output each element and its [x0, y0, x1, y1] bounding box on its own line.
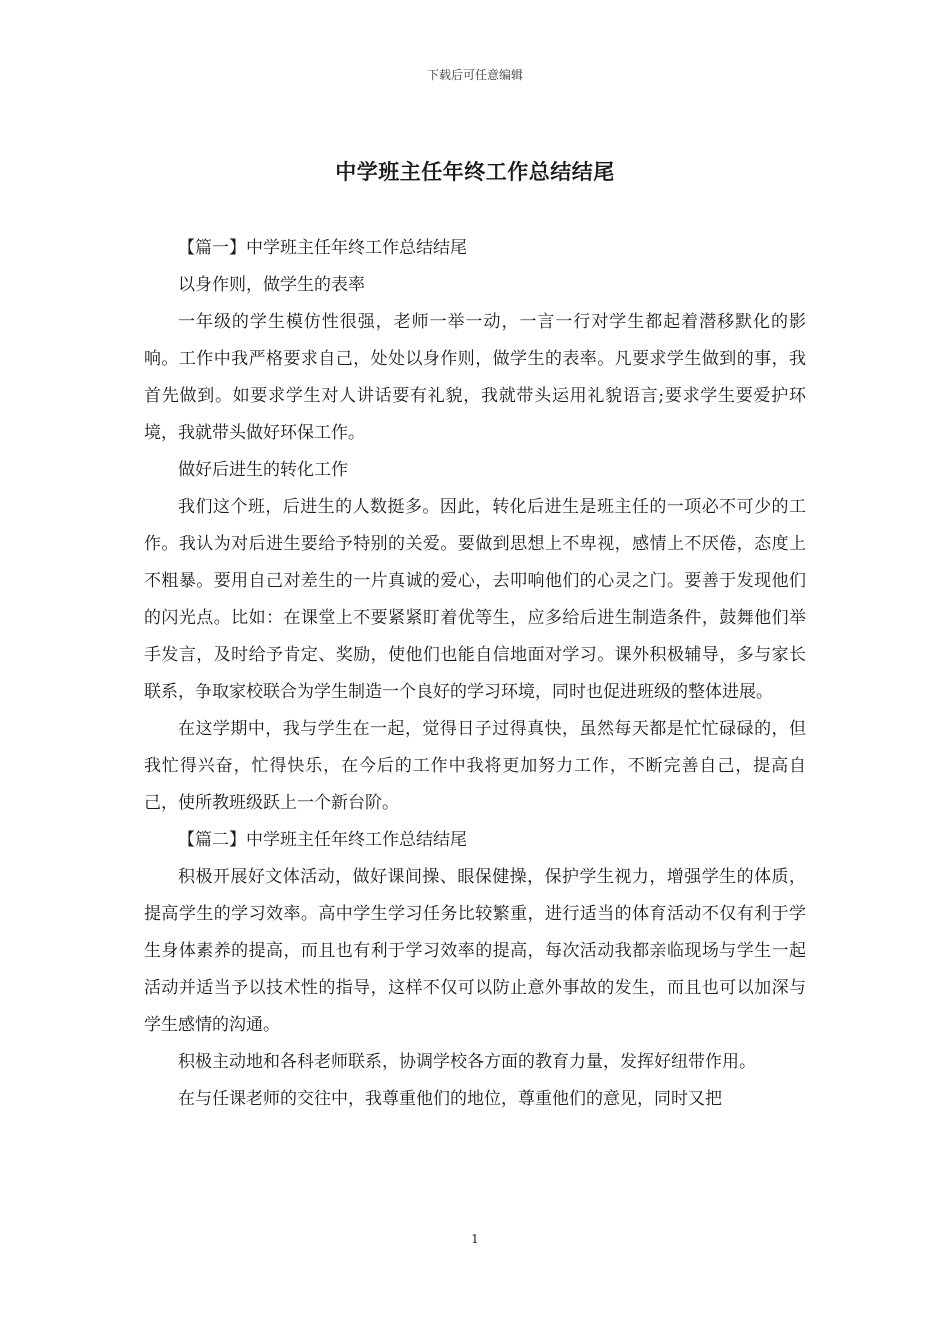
- document-body: [144, 230, 806, 1118]
- page-number: 1: [471, 1232, 479, 1246]
- paragraph: 在与任课老师的交往中，我尊重他们的地位，尊重他们的意见，同时又把: [178, 1089, 722, 1109]
- paragraph: 在这学期中，我与学生在一起，觉得日子过得真快，虽然每天都是忙忙碌碌的，但我忙得兴奋，忙得快乐，在今后的工作中我将更加努力工作，不断完善自己，提高自己，使所教班级跃上一个新台阶。: [144, 719, 806, 813]
- paragraph: 我们这个班，后进生的人数挺多。因此，转化后进生是班主任的一项必不可少的工作。我认为对后进生要给予特别的关爱。要做到思想上不卑视，感情上不厌倦，态度上不粗暴。要用自己对差生的一片真诚的爱心，去叩响他们的心灵之门。要善于发现他们的闪光点。比如：在课堂上不要紧紧盯着优等生，应多给后进生制造条件，鼓舞他们举手发言，及时给予肯定、奖励，使他们也能自信地面对学习。课外积极辅导，多与家长联系，争取家校联合为学生制造一个良好的学习环境，同时也促进班级的整体进展。: [144, 497, 806, 702]
- section-heading-2: 【篇二】中学班主任年终工作总结结尾: [178, 830, 467, 850]
- section-heading-1: 【篇一】中学班主任年终工作总结结尾: [178, 238, 467, 258]
- header-note: 下载后可任意编辑: [426, 68, 523, 82]
- subheading-struggling-students: 做好后进生的转化工作: [178, 460, 348, 480]
- document-title: 中学班主任年终工作总结结尾: [335, 160, 615, 184]
- paragraph: 一年级的学生模仿性很强，老师一举一动，一言一行对学生都起着潜移默化的影响。工作中我严格要求自己，处处以身作则，做学生的表率。凡要求学生做到的事，我首先做到。如要求学生对人讲话要有礼貌，我就带头运用礼貌语言;要求学生要爱护环境，我就带头做好环保工作。: [144, 312, 806, 443]
- paragraph: 积极开展好文体活动，做好课间操、眼保健操，保护学生视力，增强学生的体质，提高学生的学习效率。高中学生学习任务比较繁重，进行适当的体育活动不仅有利于学生身体素养的提高，而且也有利于学习效率的提高，每次活动我都亲临现场与学生一起活动并适当予以技术性的指导，这样不仅可以防止意外事故的发生，而且也可以加深与学生感情的沟通。: [144, 867, 806, 1035]
- paragraph: 积极主动地和各科老师联系，协调学校各方面的教育力量，发挥好纽带作用。: [178, 1052, 756, 1072]
- subheading-role-model: 以身作则，做学生的表率: [178, 275, 365, 295]
